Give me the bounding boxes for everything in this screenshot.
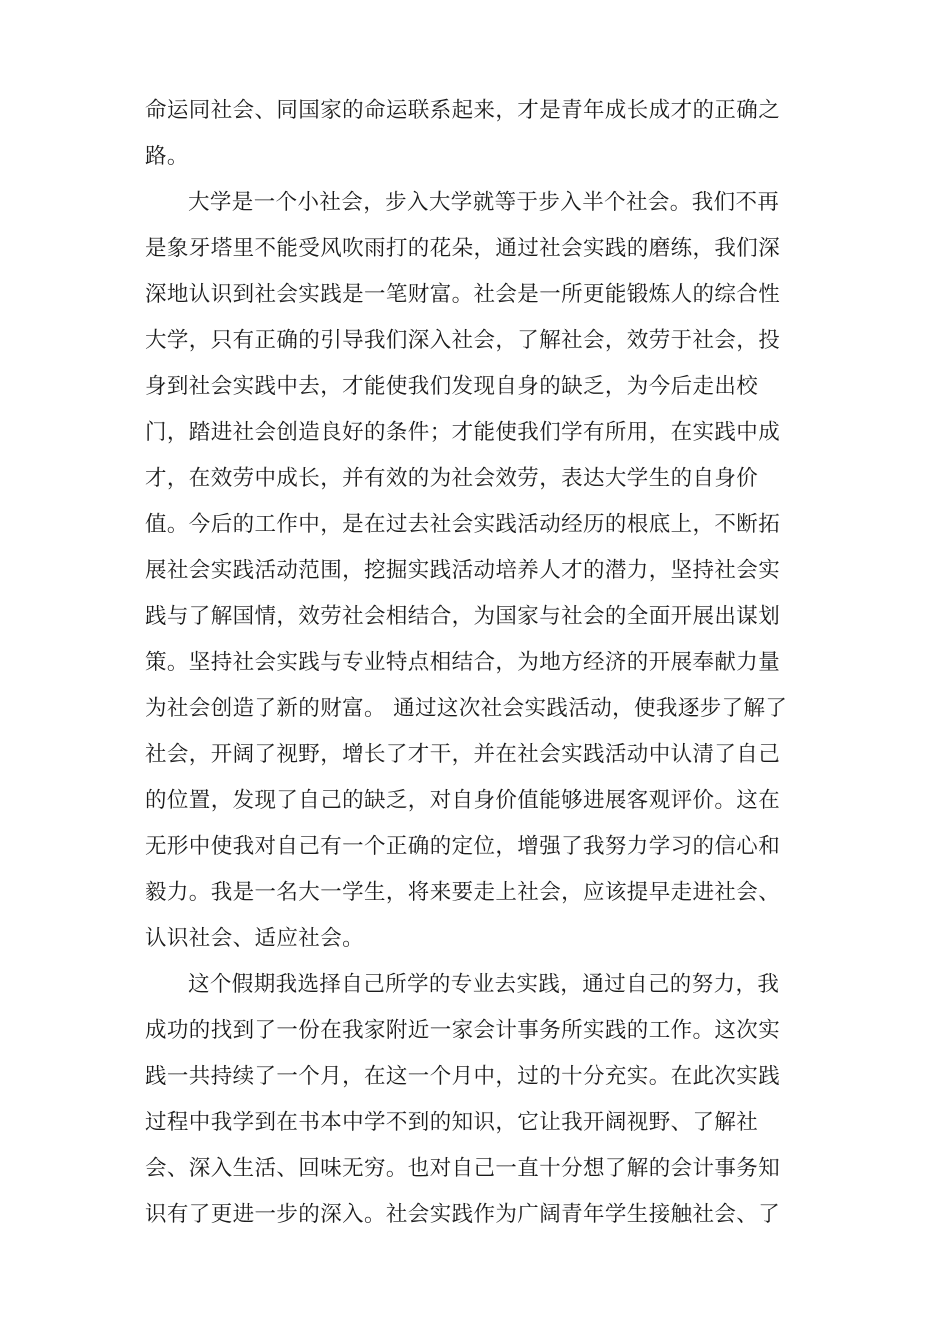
- text-line: 为社会创造了新的财富。 通过这次社会实践活动，使我逐步了解了: [145, 696, 788, 721]
- text-line: 值。今后的工作中，是在过去社会实践活动经历的根底上，不断拓: [145, 512, 781, 537]
- text-line: 身到社会实践中去，才能使我们发现自身的缺乏，为今后走出校: [145, 374, 759, 399]
- text-line: 无形中使我对自己有一个正确的定位，增强了我努力学习的信心和: [145, 834, 781, 859]
- text-line: 展社会实践活动范围，挖掘实践活动培养人才的潜力，坚持社会实: [145, 558, 781, 583]
- text-line: 的位置，发现了自己的缺乏，对自身价值能够进展客观评价。这在: [145, 788, 781, 813]
- text-line: 过程中我学到在书本中学不到的知识，它让我开阔视野、了解社: [145, 1110, 759, 1135]
- text-line: 成功的找到了一份在我家附近一家会计事务所实践的工作。这次实: [145, 1018, 781, 1043]
- text-line: 是象牙塔里不能受风吹雨打的花朵，通过社会实践的磨练，我们深: [145, 236, 781, 261]
- text-line: 认识社会、适应社会。: [145, 926, 365, 951]
- text-line: 深地认识到社会实践是一笔财富。社会是一所更能锻炼人的综合性: [145, 282, 781, 307]
- text-line: 大学，只有正确的引导我们深入社会，了解社会，效劳于社会，投: [145, 328, 781, 353]
- text-line: 这个假期我选择自己所学的专业去实践，通过自己的努力，我: [188, 972, 780, 997]
- text-line: 路。: [145, 144, 189, 169]
- text-line: 会、深入生活、回味无穷。也对自己一直十分想了解的会计事务知: [145, 1156, 781, 1181]
- text-line: 毅力。我是一名大一学生，将来要走上社会，应该提早走进社会、: [145, 880, 781, 905]
- text-line: 门，踏进社会创造良好的条件；才能使我们学有所用，在实践中成: [145, 420, 781, 445]
- text-line: 践一共持续了一个月，在这一个月中，过的十分充实。在此次实践: [145, 1064, 781, 1089]
- text-line: 大学是一个小社会，步入大学就等于步入半个社会。我们不再: [188, 190, 780, 215]
- text-line: 践与了解国情，效劳社会相结合，为国家与社会的全面开展出谋划: [145, 604, 781, 629]
- text-line: 命运同社会、同国家的命运联系起来，才是青年成长成才的正确之: [145, 98, 781, 123]
- document-body: [145, 88, 805, 1238]
- text-line: 识有了更进一步的深入。社会实践作为广阔青年学生接触社会、了: [145, 1202, 781, 1227]
- text-line: 社会，开阔了视野，增长了才干，并在社会实践活动中认清了自己: [145, 742, 781, 767]
- text-line: 策。坚持社会实践与专业特点相结合，为地方经济的开展奉献力量: [145, 650, 781, 675]
- text-line: 才，在效劳中成长，并有效的为社会效劳，表达大学生的自身价: [145, 466, 759, 491]
